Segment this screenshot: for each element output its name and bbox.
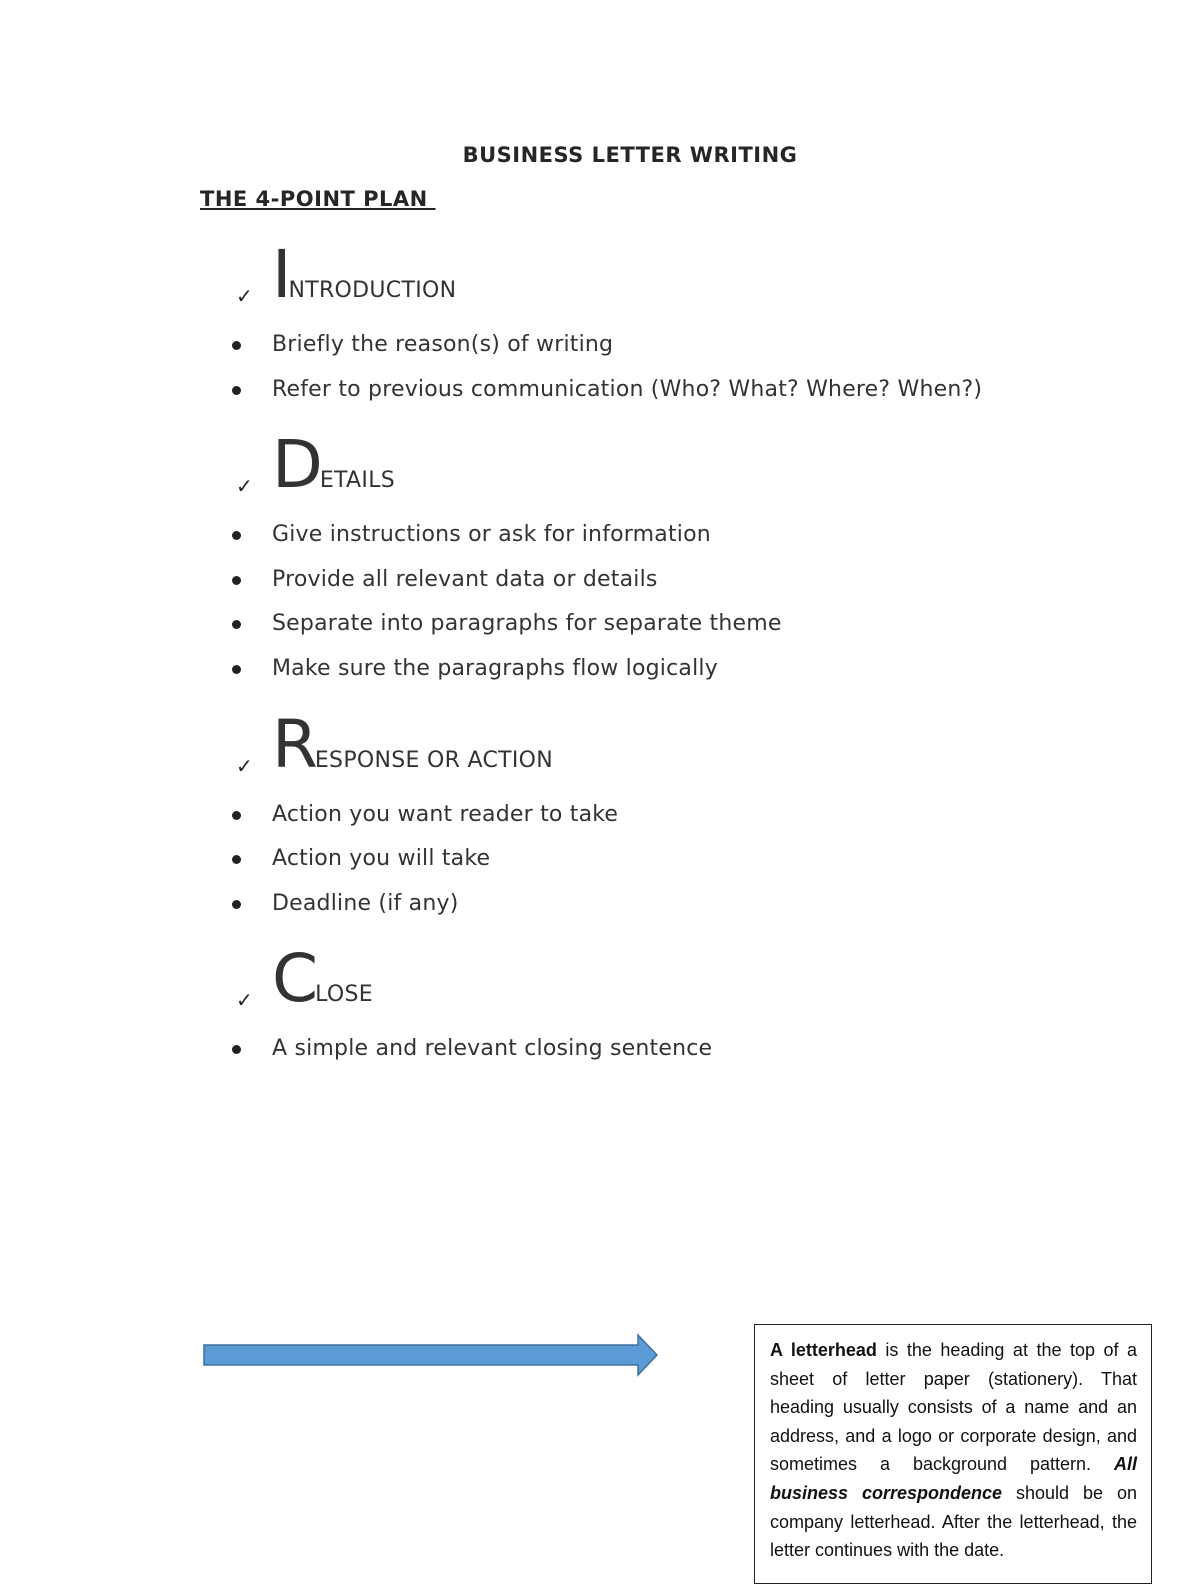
bullet-icon xyxy=(232,531,241,540)
list-item-text: Briefly the reason(s) of writing xyxy=(272,332,614,357)
section-title-rest: NTRODUCTION xyxy=(288,278,457,303)
right-arrow-icon xyxy=(202,1332,662,1378)
bullet-icon xyxy=(232,665,241,674)
section-initial: I xyxy=(272,236,289,313)
section-title-rest: ETAILS xyxy=(319,468,396,493)
letterhead-note-box xyxy=(754,1324,1152,1584)
note-emphasis-1: All xyxy=(1113,1454,1137,1475)
document-title: BUSINESS LETTER WRITING xyxy=(462,143,798,167)
list-item-text: Action you will take xyxy=(272,846,491,871)
checkmark-icon: ✓ xyxy=(236,754,253,778)
list-item-text: Provide all relevant data or details xyxy=(272,567,658,592)
list-item-text: Separate into paragraphs for separate theme xyxy=(272,611,782,636)
checkmark-icon: ✓ xyxy=(236,284,253,308)
note-text-part-2: should be on company letterhead. After the letterhead, the letter continues with the date. xyxy=(770,1482,1138,1561)
bullet-icon xyxy=(232,386,241,395)
note-term: A letterhead xyxy=(770,1340,877,1360)
list-item-text: Refer to previous communication (Who? What? Where? When?) xyxy=(272,377,983,402)
bullet-icon xyxy=(232,811,241,820)
section-title-rest: LOSE xyxy=(315,982,373,1007)
list-item-text: Action you want reader to take xyxy=(272,802,619,827)
section-heading-text xyxy=(272,236,457,313)
list-item-text: Make sure the paragraphs flow logically xyxy=(272,656,718,681)
list-item-text: Give instructions or ask for information xyxy=(272,522,711,547)
arrow-shape xyxy=(204,1335,657,1375)
section-initial: D xyxy=(272,426,320,503)
list-item-text: A simple and relevant closing sentence xyxy=(272,1036,713,1061)
bullet-icon xyxy=(232,341,241,350)
bullet-icon xyxy=(232,1045,241,1054)
bullet-icon xyxy=(232,855,241,864)
section-initial: C xyxy=(272,940,316,1017)
list-item-text: Deadline (if any) xyxy=(272,891,459,916)
section-heading-text xyxy=(272,706,554,783)
letterhead-note-text xyxy=(770,1336,1137,1565)
plan-subtitle: THE 4-POINT PLAN xyxy=(200,187,436,211)
section-heading-text xyxy=(272,426,396,503)
section-initial: R xyxy=(272,706,315,783)
checkmark-icon: ✓ xyxy=(236,474,253,498)
note-emphasis-2: business correspondence xyxy=(770,1482,1003,1503)
bullet-icon xyxy=(232,900,241,909)
bullet-icon xyxy=(232,620,241,629)
section-title-rest: ESPONSE OR ACTION xyxy=(314,748,554,773)
bullet-icon xyxy=(232,576,241,585)
section-heading-text xyxy=(272,940,373,1017)
checkmark-icon: ✓ xyxy=(236,988,253,1012)
note-text-part-1: is the heading at the top of a sheet of letter paper (stationery). That heading usually consists of a name and an address, and a logo or corporate design, and sometimes a background pattern. xyxy=(770,1340,1138,1475)
